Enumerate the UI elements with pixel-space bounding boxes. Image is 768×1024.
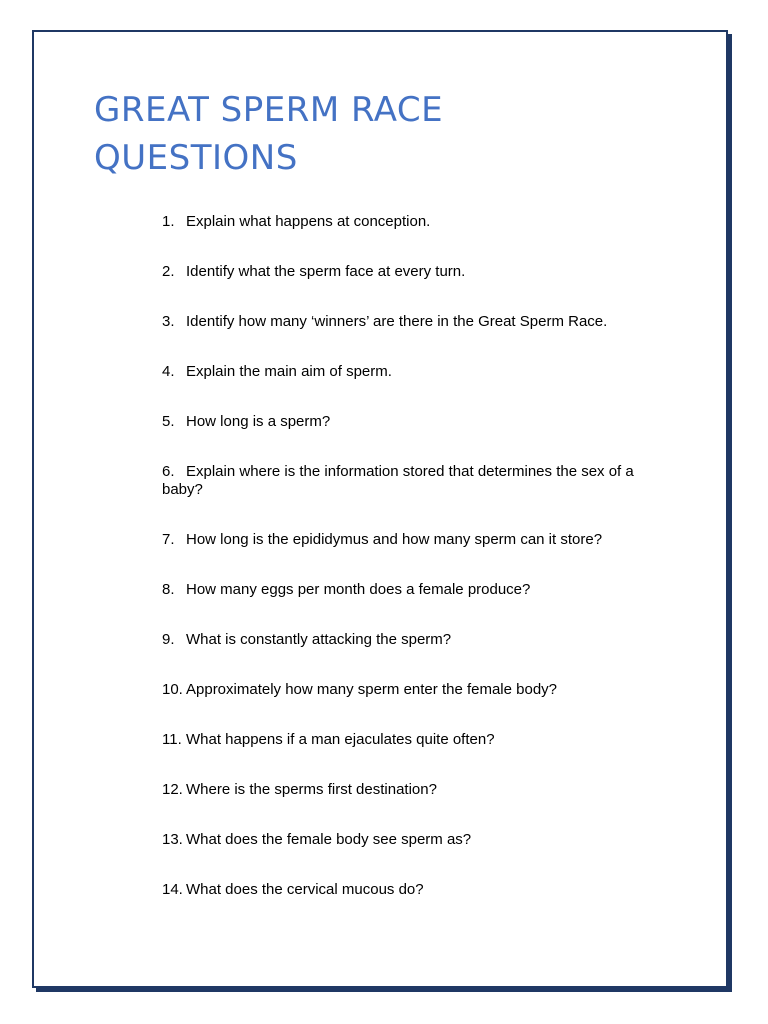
question-text: What does the cervical mucous do?	[186, 881, 424, 898]
question-item	[162, 213, 652, 231]
question-number: 8.	[162, 581, 175, 598]
question-item	[162, 831, 652, 849]
question-number: 14.	[162, 881, 183, 898]
question-text: Approximately how many sperm enter the female body?	[186, 681, 558, 698]
question-text: Identify what the sperm face at every turn.	[186, 263, 466, 280]
question-item	[162, 781, 652, 799]
question-text: What does the female body see sperm as?	[186, 831, 472, 848]
question-text: How long is the epididymus and how many sperm can it store?	[186, 531, 603, 548]
question-text: Explain the main aim of sperm.	[186, 363, 392, 380]
question-item	[162, 881, 652, 899]
question-text: Where is the sperms first destination?	[186, 781, 437, 798]
question-number: 10.	[162, 681, 183, 698]
question-item	[162, 413, 652, 431]
question-item	[162, 681, 652, 699]
question-item	[162, 463, 652, 499]
question-number: 12.	[162, 781, 183, 798]
question-item	[162, 581, 652, 599]
question-text: How long is a sperm?	[186, 413, 331, 430]
question-item	[162, 631, 652, 649]
question-number: 1.	[162, 213, 175, 230]
question-number: 7.	[162, 531, 175, 548]
question-number: 3.	[162, 313, 175, 330]
question-text: How many eggs per month does a female produce?	[186, 581, 531, 598]
question-number: 5.	[162, 413, 175, 430]
question-list	[162, 213, 652, 931]
question-text: What happens if a man ejaculates quite often?	[186, 731, 495, 748]
question-item	[162, 363, 652, 381]
question-number: 13.	[162, 831, 183, 848]
question-number: 11.	[162, 731, 182, 748]
question-item	[162, 263, 652, 281]
page-border-frame	[32, 30, 728, 988]
question-text: Explain where is the information stored that determines the sex of a baby?	[162, 463, 634, 498]
document-title: GREAT SPERM RACE QUESTIONS	[94, 90, 444, 178]
question-item	[162, 313, 652, 331]
question-number: 6.	[162, 463, 175, 480]
question-text: Identify how many ‘winners’ are there in the Great Sperm Race.	[186, 313, 608, 330]
question-item	[162, 731, 652, 749]
question-text: Explain what happens at conception.	[186, 213, 431, 230]
question-number: 2.	[162, 263, 175, 280]
question-number: 9.	[162, 631, 175, 648]
question-text: What is constantly attacking the sperm?	[186, 631, 452, 648]
question-item	[162, 531, 652, 549]
question-number: 4.	[162, 363, 175, 380]
